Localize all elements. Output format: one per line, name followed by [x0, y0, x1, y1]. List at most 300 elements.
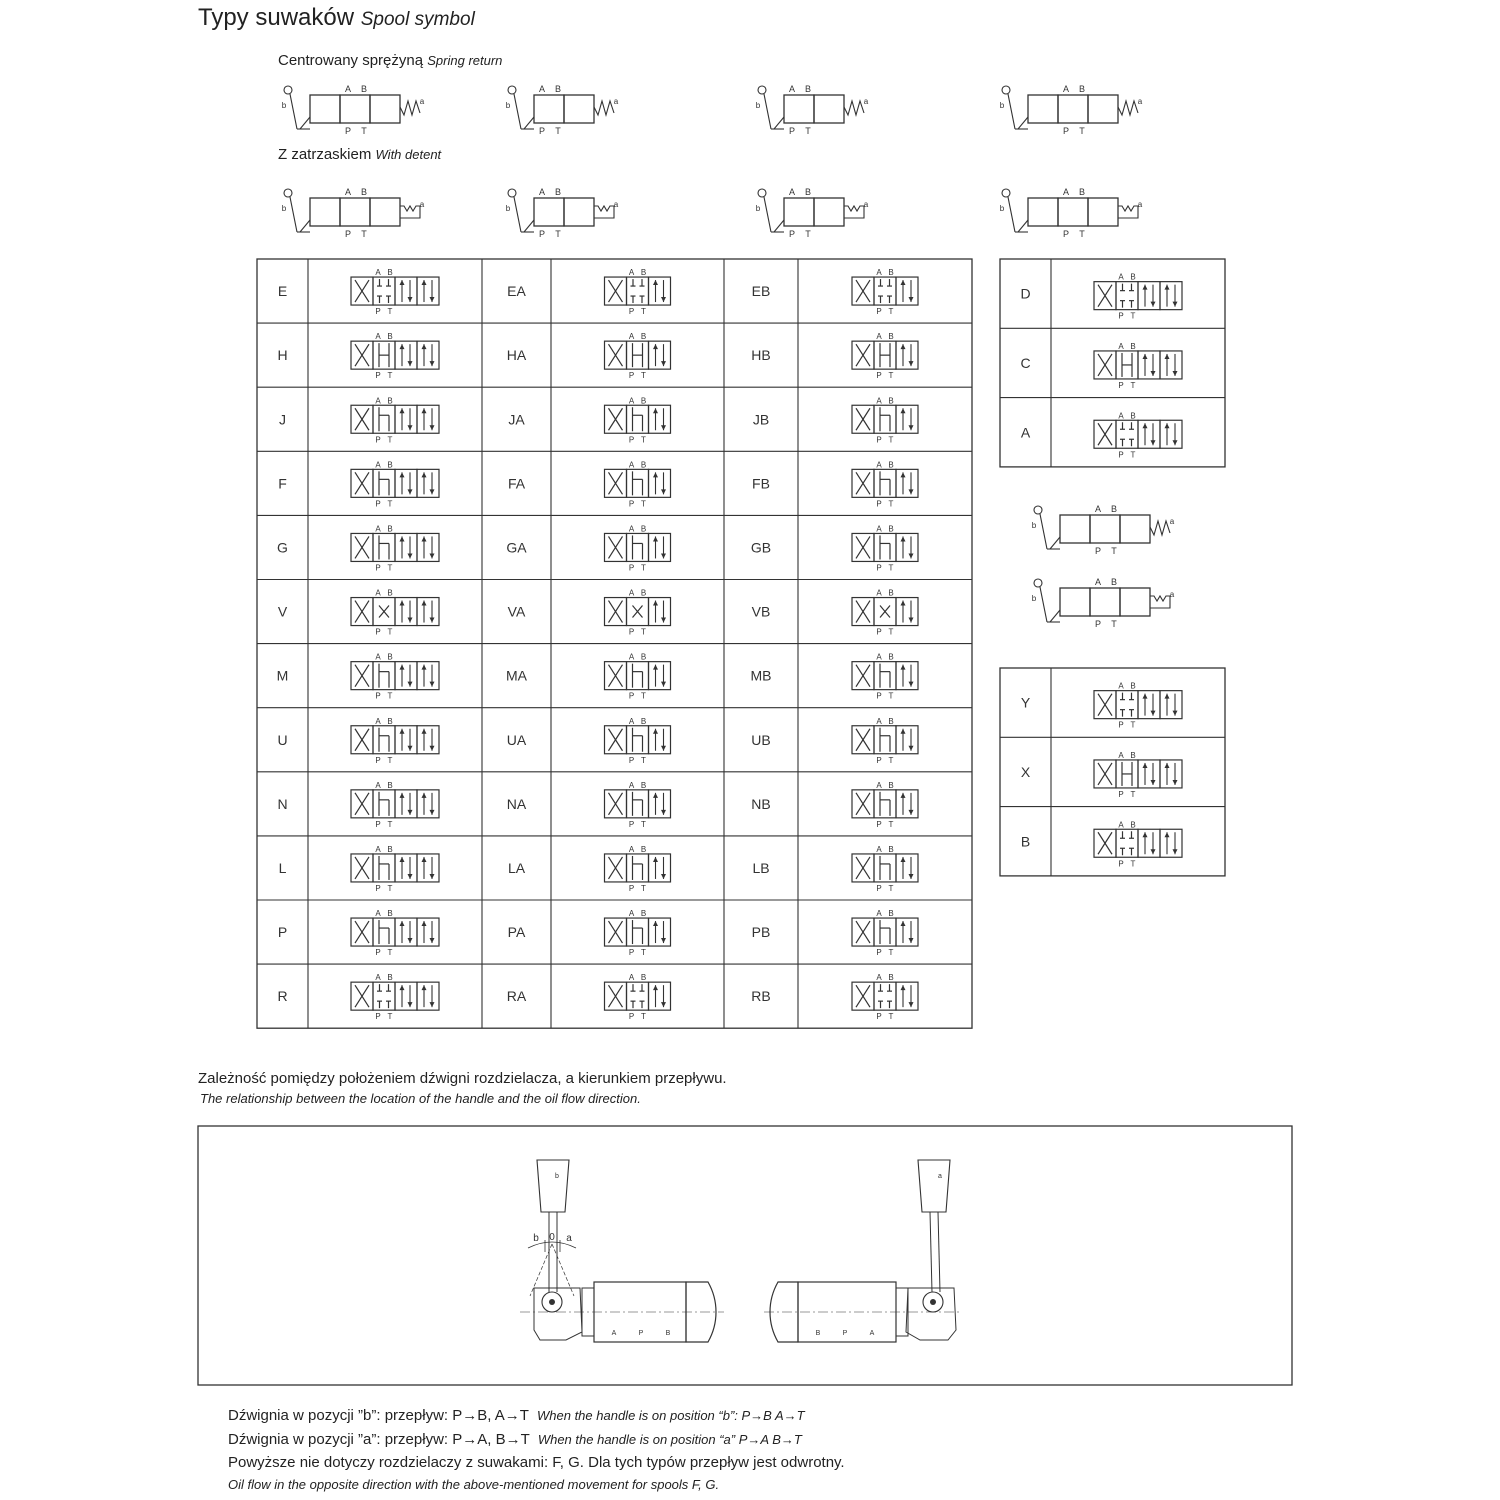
spring-valve-2 — [506, 84, 619, 136]
spool-port-b: B — [888, 588, 894, 598]
spool-symbol-C — [1094, 342, 1182, 390]
spool-code-RA: RA — [506, 988, 527, 1005]
spool-port-b: B — [888, 844, 894, 854]
spool-port-p: P — [375, 883, 381, 893]
spool-port-b: B — [387, 780, 393, 790]
spool-port-a: A — [1118, 750, 1124, 760]
spool-symbol-MB — [852, 653, 918, 701]
port-b: B — [360, 187, 368, 197]
spool-symbol-Y — [1094, 682, 1182, 730]
port-b: B — [360, 84, 368, 94]
spool-port-a: A — [628, 460, 635, 470]
spool-port-b: B — [1130, 681, 1136, 691]
side-spring-valve — [1032, 504, 1175, 556]
spring-icon — [1150, 521, 1170, 535]
lever-label-b: b — [1031, 521, 1037, 530]
spool-port-b: B — [387, 332, 393, 342]
lever-label-a: a — [419, 200, 425, 209]
spool-symbol-D — [1094, 273, 1182, 321]
spool-port-b: B — [888, 268, 894, 278]
spool-port-t: T — [888, 755, 894, 765]
spool-port-t: T — [387, 819, 393, 829]
spool-port-b: B — [888, 524, 894, 534]
lever-label-a: a — [613, 200, 619, 209]
side-table-2-frame — [1000, 668, 1225, 876]
spool-port-t: T — [888, 371, 894, 381]
spool-port-t: T — [641, 819, 646, 829]
spool-code-P: P — [277, 924, 288, 941]
spool-port-p: P — [876, 948, 882, 958]
right-valve-assembly — [764, 1160, 962, 1342]
spool-port-a: A — [628, 909, 635, 919]
spool-code-NA: NA — [506, 795, 527, 812]
spool-port-p: P — [375, 1012, 381, 1022]
spool-code-HB: HB — [751, 347, 771, 364]
spool-port-p: P — [628, 1012, 635, 1022]
spool-port-b: B — [640, 460, 647, 470]
spool-port-a: A — [628, 780, 635, 790]
lever-label-a: a — [419, 97, 425, 106]
spool-port-a: A — [1118, 411, 1124, 421]
spool-port-b: B — [640, 396, 647, 406]
spool-symbol-A — [1094, 411, 1182, 459]
spool-code-VB: VB — [751, 603, 771, 620]
note-exception: Powyższe nie dotyczy rozdzielaczy z suwakami: F, G. Dla tych typów przepływ jest odwrotny. — [228, 1454, 845, 1471]
spool-port-a: A — [375, 396, 381, 406]
port-b: B — [804, 84, 812, 94]
spool-port-t: T — [888, 499, 894, 509]
spool-port-b: B — [888, 652, 894, 662]
spool-port-t: T — [387, 948, 393, 958]
relation-heading: Zależność pomiędzy położeniem dźwigni rozdzielacza, a kierunkiem przepływu. — [198, 1070, 727, 1087]
spool-code-B: B — [1020, 833, 1031, 850]
spool-symbol-RB — [852, 973, 918, 1021]
spool-port-a: A — [375, 332, 381, 342]
spool-symbol-B — [1094, 820, 1182, 868]
spool-code-GB: GB — [750, 539, 772, 556]
spool-port-b: B — [387, 268, 393, 278]
port-t: T — [1079, 126, 1085, 136]
spool-port-t: T — [641, 1012, 646, 1022]
spool-port-a: A — [876, 973, 882, 983]
spool-port-p: P — [375, 755, 381, 765]
spool-symbol-MA — [605, 653, 671, 701]
spool-symbol-E — [351, 268, 439, 316]
spool-port-p: P — [1118, 311, 1124, 321]
spool-code-NB: NB — [751, 795, 771, 812]
detent-icon — [594, 206, 614, 218]
spool-code-MA: MA — [506, 667, 527, 684]
spool-port-t: T — [387, 371, 393, 381]
spool-port-a: A — [375, 268, 381, 278]
spool-code-E: E — [277, 283, 288, 300]
side-detent-valve — [1032, 577, 1175, 629]
detent-icon — [844, 206, 864, 218]
spool-port-a: A — [628, 652, 635, 662]
spool-port-p: P — [375, 691, 381, 701]
spool-symbol-RA — [605, 973, 671, 1021]
spool-port-t: T — [888, 948, 894, 958]
spool-port-a: A — [628, 588, 635, 598]
spool-port-b: B — [1130, 411, 1136, 421]
spool-code-UB: UB — [751, 731, 771, 748]
spool-port-p: P — [876, 563, 882, 573]
spool-port-a: A — [876, 909, 882, 919]
spool-port-a: A — [628, 524, 635, 534]
spool-port-t: T — [641, 948, 646, 958]
spool-code-RB: RB — [751, 988, 771, 1005]
port-a: A — [538, 84, 546, 94]
spool-port-a: A — [628, 268, 635, 278]
spool-port-p: P — [1118, 789, 1124, 799]
lever-label-a: a — [1169, 517, 1175, 526]
spool-code-PA: PA — [507, 924, 526, 941]
spool-port-p: P — [876, 435, 882, 445]
spool-port-b: B — [387, 460, 393, 470]
spool-code-A: A — [1020, 424, 1031, 441]
spool-port-b: B — [1130, 272, 1136, 282]
detent-valve-3 — [756, 187, 869, 239]
spool-symbol-EA — [605, 268, 671, 316]
position-label-0: 0 — [549, 1232, 555, 1243]
spool-port-t: T — [888, 435, 894, 445]
spool-port-b: B — [640, 588, 647, 598]
drawing-port-a: A — [611, 1330, 617, 1337]
spool-port-a: A — [876, 396, 882, 406]
spool-port-p: P — [375, 499, 381, 509]
handle-grip-right — [918, 1160, 950, 1212]
spool-symbol-PB — [852, 909, 918, 957]
spool-port-a: A — [876, 716, 882, 726]
spool-port-p: P — [628, 755, 635, 765]
spool-code-N: N — [277, 795, 288, 812]
detent-icon — [1150, 596, 1170, 608]
spool-port-t: T — [888, 307, 894, 317]
spool-table-side-1 — [1000, 259, 1225, 467]
spool-symbol-U — [351, 717, 439, 765]
spool-code-EB: EB — [751, 283, 771, 300]
spool-port-a: A — [876, 652, 882, 662]
spool-code-UA: UA — [506, 731, 527, 748]
port-t: T — [805, 126, 811, 136]
spool-port-t: T — [888, 883, 894, 893]
spool-port-p: P — [375, 435, 381, 445]
spool-code-F: F — [278, 475, 287, 492]
spool-port-t: T — [641, 563, 646, 573]
spool-code-FB: FB — [752, 475, 770, 492]
spool-symbol-JA — [605, 396, 671, 444]
spool-port-b: B — [1130, 341, 1136, 351]
spool-symbol-P — [351, 909, 439, 957]
spool-port-t: T — [641, 371, 646, 381]
spool-symbol-VB — [852, 589, 918, 637]
port-t: T — [555, 229, 561, 239]
spool-port-a: A — [876, 780, 882, 790]
detent-valve-4 — [1000, 187, 1143, 239]
spring-icon — [400, 101, 420, 115]
spool-port-a: A — [375, 973, 381, 983]
spool-port-t: T — [387, 1012, 393, 1022]
lever-label-b: b — [755, 101, 761, 110]
spool-port-p: P — [876, 883, 882, 893]
drawing-port-a-right: A — [869, 1330, 875, 1337]
spool-code-PB: PB — [751, 924, 771, 941]
side-table-1-frame — [1000, 259, 1225, 467]
spool-symbol-X — [1094, 751, 1182, 799]
spool-code-VA: VA — [507, 603, 526, 620]
spool-port-a: A — [876, 460, 882, 470]
spool-port-b: B — [640, 909, 647, 919]
port-t: T — [361, 126, 367, 136]
spool-port-t: T — [641, 691, 646, 701]
spool-port-a: A — [876, 524, 882, 534]
spool-port-t: T — [387, 499, 393, 509]
spool-port-t: T — [888, 819, 894, 829]
spool-code-LB: LB — [752, 859, 770, 876]
spool-port-b: B — [888, 332, 894, 342]
spool-port-p: P — [876, 307, 882, 317]
spool-port-b: B — [1130, 820, 1136, 830]
spool-code-U: U — [277, 731, 288, 748]
detent-pl: Z zatrzaskiem — [278, 146, 372, 163]
spool-port-t: T — [387, 435, 393, 445]
spring-valve-1 — [282, 84, 425, 136]
spool-port-a: A — [1118, 341, 1124, 351]
spring-valve-4 — [1000, 84, 1143, 136]
spool-port-a: A — [628, 844, 635, 854]
spool-port-b: B — [640, 652, 647, 662]
lever-label-a: a — [1137, 97, 1143, 106]
port-a: A — [538, 187, 546, 197]
port-p: P — [344, 229, 352, 239]
lever-label-b: b — [1031, 594, 1037, 603]
spool-port-p: P — [628, 563, 635, 573]
spool-port-a: A — [375, 460, 381, 470]
spool-port-p: P — [628, 435, 635, 445]
spool-port-a: A — [375, 716, 381, 726]
spool-code-HA: HA — [506, 347, 527, 364]
port-a: A — [1062, 187, 1070, 197]
handle-label-b: b — [555, 1173, 559, 1180]
spool-symbol-M — [351, 653, 439, 701]
spool-port-p: P — [876, 1012, 882, 1022]
spool-port-p: P — [628, 948, 635, 958]
position-label-a: a — [566, 1233, 572, 1244]
spool-port-a: A — [375, 909, 381, 919]
spool-symbol-HA — [605, 332, 671, 380]
spool-port-t: T — [641, 307, 646, 317]
spool-port-b: B — [888, 716, 894, 726]
lever-label-a: a — [1169, 590, 1175, 599]
spool-port-p: P — [876, 755, 882, 765]
spool-code-LA: LA — [507, 859, 526, 876]
spool-port-a: A — [1118, 820, 1124, 830]
spool-code-R: R — [277, 988, 288, 1005]
spool-code-FA: FA — [507, 475, 526, 492]
port-t: T — [361, 229, 367, 239]
port-b: B — [1110, 504, 1118, 514]
port-p: P — [538, 126, 546, 136]
handle-label-a: a — [938, 1173, 942, 1180]
spring-icon — [1118, 101, 1138, 115]
spool-port-a: A — [876, 588, 882, 598]
spool-symbol-L — [351, 845, 439, 893]
spring-valve-3 — [756, 84, 869, 136]
spool-port-b: B — [387, 716, 393, 726]
spool-code-GA: GA — [506, 539, 527, 556]
spool-port-p: P — [628, 307, 635, 317]
detent-en: With detent — [375, 147, 442, 162]
spool-port-a: A — [876, 268, 882, 278]
spool-port-p: P — [1118, 450, 1124, 460]
port-b: B — [554, 187, 562, 197]
spool-port-a: A — [375, 844, 381, 854]
port-a: A — [788, 187, 796, 197]
spool-symbol-H — [351, 332, 439, 380]
drawing-port-p: P — [638, 1330, 644, 1337]
spool-port-b: B — [640, 844, 647, 854]
spool-port-a: A — [876, 844, 882, 854]
lever-label-b: b — [505, 204, 511, 213]
spool-port-t: T — [641, 883, 646, 893]
lever-label-b: b — [281, 101, 287, 110]
spool-port-t: T — [1130, 789, 1136, 799]
spool-port-t: T — [1130, 859, 1136, 869]
spool-symbol-GB — [852, 524, 918, 572]
spool-port-b: B — [1130, 750, 1136, 760]
spool-port-p: P — [628, 499, 635, 509]
port-p: P — [538, 229, 546, 239]
note-exception-en: Oil flow in the opposite direction with the above-mentioned movement for spools F, G. — [228, 1477, 720, 1492]
spool-port-t: T — [888, 691, 894, 701]
spool-port-t: T — [641, 627, 646, 637]
spool-port-p: P — [628, 627, 635, 637]
spool-code-MB: MB — [750, 667, 772, 684]
spool-symbol-GA — [605, 524, 671, 572]
spool-port-a: A — [628, 332, 635, 342]
spool-port-t: T — [888, 563, 894, 573]
spool-port-t: T — [387, 691, 393, 701]
spool-port-a: A — [1118, 272, 1124, 282]
spool-port-t: T — [641, 435, 646, 445]
spool-port-a: A — [375, 588, 381, 598]
spool-port-p: P — [628, 691, 635, 701]
spool-port-t: T — [888, 627, 894, 637]
port-p: P — [1062, 229, 1070, 239]
spool-port-b: B — [888, 396, 894, 406]
spool-port-b: B — [387, 396, 393, 406]
spool-port-p: P — [375, 819, 381, 829]
lever-label-b: b — [999, 204, 1005, 213]
spool-port-t: T — [387, 755, 393, 765]
port-a: A — [344, 187, 352, 197]
port-a: A — [1062, 84, 1070, 94]
port-b: B — [1078, 187, 1086, 197]
spool-port-b: B — [888, 973, 894, 983]
spool-symbol-VA — [605, 589, 671, 637]
spool-code-JB: JB — [752, 411, 770, 428]
detent-icon — [400, 206, 420, 218]
spool-code-D: D — [1020, 285, 1031, 302]
note-a-en: When the handle is on position “a” P→A B→T — [537, 1432, 802, 1447]
spool-port-p: P — [1118, 859, 1124, 869]
spool-port-t: T — [1130, 450, 1136, 460]
note-b-en: When the handle is on position “b”: P→B A→T — [537, 1408, 805, 1423]
port-a: A — [1094, 577, 1102, 587]
spool-table-side-2 — [1000, 668, 1225, 876]
spool-code-X: X — [1020, 763, 1031, 780]
spool-port-p: P — [375, 563, 381, 573]
spool-port-a: A — [628, 396, 635, 406]
spool-port-b: B — [888, 460, 894, 470]
spool-port-t: T — [641, 755, 646, 765]
spool-port-b: B — [387, 588, 393, 598]
spool-code-EA: EA — [507, 283, 526, 300]
spool-symbol-LB — [852, 845, 918, 893]
spool-port-p: P — [876, 371, 882, 381]
spool-port-p: P — [876, 627, 882, 637]
spool-symbol-FA — [605, 460, 671, 508]
port-b: B — [804, 187, 812, 197]
port-a: A — [788, 84, 796, 94]
spool-symbol-NB — [852, 781, 918, 829]
spool-port-t: T — [1130, 311, 1136, 321]
spool-symbol-R — [351, 973, 439, 1021]
title-pl: Typy suwaków — [198, 4, 355, 31]
port-p: P — [1062, 126, 1070, 136]
spool-symbol-J — [351, 396, 439, 444]
port-b: B — [1078, 84, 1086, 94]
port-b: B — [554, 84, 562, 94]
port-p: P — [1094, 619, 1102, 629]
spool-symbol-PA — [605, 909, 671, 957]
port-t: T — [1111, 619, 1117, 629]
spool-port-b: B — [387, 524, 393, 534]
lever-label-b: b — [281, 204, 287, 213]
lever-label-b: b — [505, 101, 511, 110]
port-t: T — [555, 126, 561, 136]
lever-label-a: a — [863, 200, 869, 209]
spool-port-b: B — [640, 973, 647, 983]
spool-port-a: A — [876, 332, 882, 342]
spool-port-t: T — [387, 563, 393, 573]
port-p: P — [344, 126, 352, 136]
spool-port-p: P — [375, 627, 381, 637]
spool-port-t: T — [387, 883, 393, 893]
spool-symbol-FB — [852, 460, 918, 508]
spool-code-V: V — [277, 603, 288, 620]
spool-code-L: L — [278, 859, 287, 876]
spool-symbol-LA — [605, 845, 671, 893]
spool-port-p: P — [375, 948, 381, 958]
spool-code-Y: Y — [1020, 694, 1031, 711]
detent-icon — [1118, 206, 1138, 218]
lever-label-a: a — [613, 97, 619, 106]
spool-port-b: B — [387, 909, 393, 919]
spool-port-b: B — [640, 780, 647, 790]
spool-symbol-V — [351, 589, 439, 637]
spool-port-b: B — [888, 780, 894, 790]
spool-port-a: A — [375, 780, 381, 790]
spool-port-p: P — [1118, 720, 1124, 730]
spool-port-p: P — [628, 819, 635, 829]
spool-port-b: B — [387, 973, 393, 983]
drawing-port-b-right: B — [815, 1330, 821, 1337]
spool-port-b: B — [640, 332, 647, 342]
lever-label-a: a — [1137, 200, 1143, 209]
spool-code-G: G — [277, 539, 288, 556]
title-en: Spool symbol — [360, 9, 475, 30]
